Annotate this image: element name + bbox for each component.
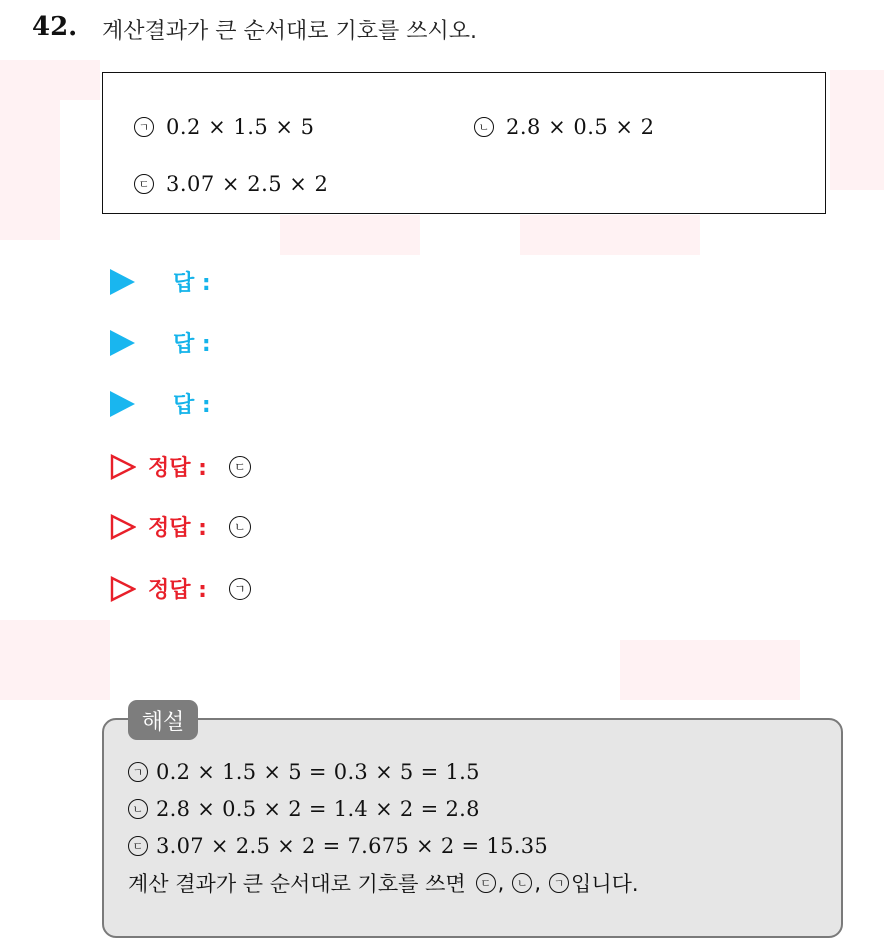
- outline-play-icon: [110, 576, 136, 602]
- explanation-line: [128, 834, 548, 858]
- correct-answer-row: [110, 573, 251, 604]
- explanation-line: [128, 797, 480, 821]
- circled-nieun-icon: ㄴ: [474, 117, 494, 137]
- summary-suffix: 입니다.: [571, 872, 639, 896]
- play-icon: [110, 330, 135, 356]
- answer-label: 답 :: [173, 271, 211, 296]
- circled-digeut-icon: ㄷ: [476, 873, 496, 893]
- problem-item-c: [134, 172, 328, 196]
- outline-play-icon: [110, 514, 136, 540]
- circled-digeut-icon: ㄷ: [128, 836, 148, 856]
- explanation-tag: 해설: [128, 700, 198, 740]
- circled-digeut-icon: ㄷ: [229, 456, 251, 478]
- summary-prefix: 계산 결과가 큰 순서대로 기호를 쓰면: [128, 872, 466, 896]
- circled-nieun-icon: ㄴ: [128, 799, 148, 819]
- question-text: 계산결과가 큰 순서대로 기호를 쓰시오.: [102, 19, 477, 44]
- circled-giyeok-icon: ㄱ: [128, 762, 148, 782]
- play-icon: [110, 269, 135, 295]
- circled-giyeok-icon: ㄱ: [229, 578, 251, 600]
- correct-answer-row: [110, 511, 251, 542]
- correct-answer-label: 정답 :: [148, 516, 207, 541]
- answer-row[interactable]: [110, 266, 211, 297]
- play-icon: [110, 391, 135, 417]
- correct-answer-label: 정답 :: [148, 578, 207, 603]
- problem-expression: 0.2 × 1.5 × 5: [166, 115, 315, 139]
- outline-play-icon: [110, 454, 136, 480]
- problem-expression: 3.07 × 2.5 × 2: [166, 172, 329, 196]
- circled-nieun-icon: ㄴ: [229, 516, 251, 538]
- answer-row[interactable]: [110, 388, 211, 419]
- correct-answer-row: [110, 451, 251, 482]
- explanation-box: [102, 718, 843, 938]
- problem-item-b: [474, 115, 655, 139]
- explanation-line: [128, 760, 480, 784]
- summary-separator: ,: [497, 871, 505, 895]
- explanation-text: 2.8 × 0.5 × 2 = 1.4 × 2 = 2.8: [156, 797, 480, 821]
- circled-nieun-icon: ㄴ: [512, 873, 532, 893]
- answer-label: 답 :: [173, 332, 211, 357]
- explanation-text: 0.2 × 1.5 × 5 = 0.3 × 5 = 1.5: [156, 760, 480, 784]
- explanation-summary: [128, 868, 639, 898]
- circled-digeut-icon: ㄷ: [134, 174, 154, 194]
- correct-answer-label: 정답 :: [148, 456, 207, 481]
- summary-separator: ,: [534, 871, 542, 895]
- circled-giyeok-icon: ㄱ: [549, 873, 569, 893]
- circled-giyeok-icon: ㄱ: [134, 117, 154, 137]
- problem-item-a: [134, 115, 315, 139]
- explanation-text: 3.07 × 2.5 × 2 = 7.675 × 2 = 15.35: [156, 834, 549, 858]
- answer-row[interactable]: [110, 327, 211, 358]
- question-number: 42.: [32, 12, 78, 42]
- answer-label: 답 :: [173, 393, 211, 418]
- problem-expression: 2.8 × 0.5 × 2: [506, 115, 655, 139]
